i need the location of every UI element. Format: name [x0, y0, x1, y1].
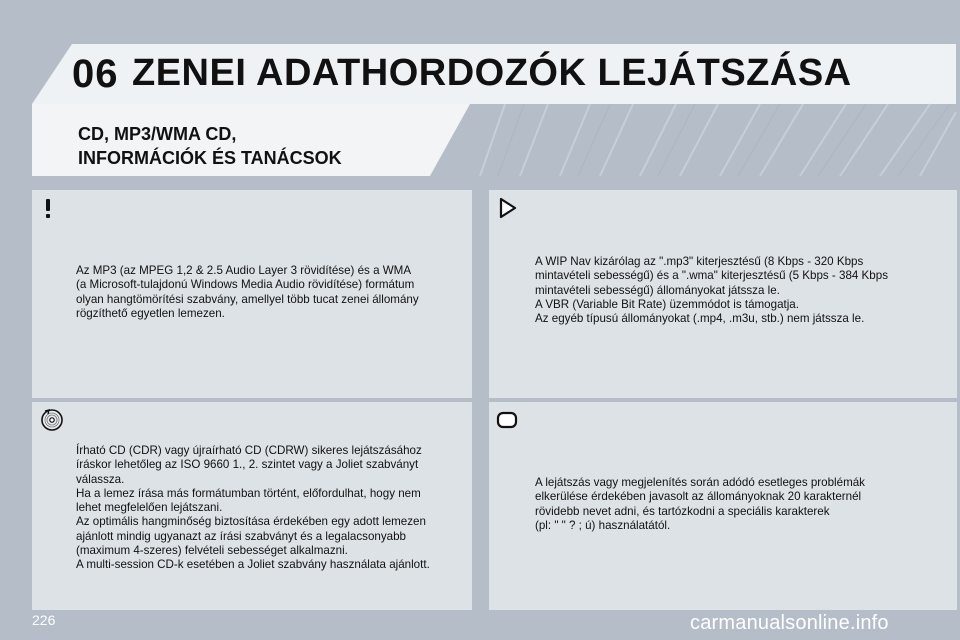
section-subtitle	[78, 122, 342, 170]
text-line: rövidebb nevet adni, és tartózkodni a speciális karakterek	[535, 504, 830, 518]
info-panel-top-right	[489, 190, 957, 398]
text-line: válassza.	[76, 472, 125, 486]
text-line: A lejátszás vagy megjelenítés során adódó esetleges problémák	[535, 476, 865, 489]
info-panel-bottom-right	[489, 402, 957, 610]
watermark-text: carmanualsonline.info	[690, 612, 889, 634]
subtitle-line: INFORMÁCIÓK ÉS TANÁCSOK	[78, 148, 342, 168]
text-line: ajánlott mindig ugyanazt az írási szabványt és a legalacsonyabb	[76, 529, 406, 543]
text-line: (maximum 4-szeres) felvételi sebességet alkalmazni.	[76, 544, 348, 558]
text-line: Írható CD (CDR) vagy újraírható CD (CDRW) sikeres lejátszásához	[76, 444, 422, 457]
text-line: Az MP3 (az MPEG 1,2 & 2.5 Audio Layer 3 rövidítése) és a WMA	[76, 264, 412, 277]
text-line: A WIP Nav kizárólag az ".mp3" kiterjesztésű (8 Kbps - 320 Kbps	[535, 255, 864, 268]
exclamation-icon	[36, 196, 60, 220]
text-line: rögzíthető egyetlen lemezen.	[76, 306, 225, 320]
info-panel-bottom-left	[32, 402, 472, 610]
text-line: mintavételi sebességű) és a ".wma" kiterjesztésű (5 Kbps - 384 Kbps	[535, 269, 888, 283]
rounded-square-icon	[495, 408, 519, 432]
disc-icon	[40, 408, 64, 432]
text-line: olyan hangtömörítési szabvány, amellyel több tucat zenei állomány	[76, 292, 419, 306]
text-line: (a Microsoft-tulajdonú Windows Media Audio rövidítése) formátum	[76, 278, 415, 292]
text-line: elkerülése érdekében javasolt az állományoknak 20 karakternél	[535, 490, 862, 504]
panel-text	[535, 476, 865, 533]
subtitle-line: CD, MP3/WMA CD,	[78, 124, 237, 144]
text-line: Ha a lemez írása más formátumban történt, előfordulhat, hogy nem	[76, 486, 421, 500]
panel-text	[535, 255, 888, 326]
page-title: ZENEI ADATHORDOZÓK LEJÁTSZÁSA	[132, 52, 852, 94]
text-line: íráskor lehetőleg az ISO 9660 1., 2. szintet vagy a Joliet szabványt	[76, 458, 419, 472]
text-line: A VBR (Variable Bit Rate) üzemmódot is támogatja.	[535, 297, 799, 311]
text-line: Az optimális hangminőség biztosítása érdekében egy adott lemezen	[76, 515, 426, 529]
text-line: (pl: " " ? ; ú) használatától.	[535, 518, 671, 532]
text-line: mintavételi sebességű) állományokat játssza le.	[535, 283, 780, 297]
play-triangle-icon	[495, 196, 519, 220]
text-line: lehet megfelelően lejátszani.	[76, 501, 223, 515]
panel-text	[76, 264, 419, 321]
chapter-number: 06	[72, 52, 119, 96]
text-line: A multi-session CD-k esetében a Joliet szabvány használata ajánlott.	[76, 558, 430, 572]
info-panel-top-left	[32, 190, 472, 398]
text-line: Az egyéb típusú állományokat (.mp4, .m3u, stb.) nem játssza le.	[535, 312, 865, 326]
panel-text	[76, 444, 430, 573]
page-number: 226	[32, 612, 56, 628]
